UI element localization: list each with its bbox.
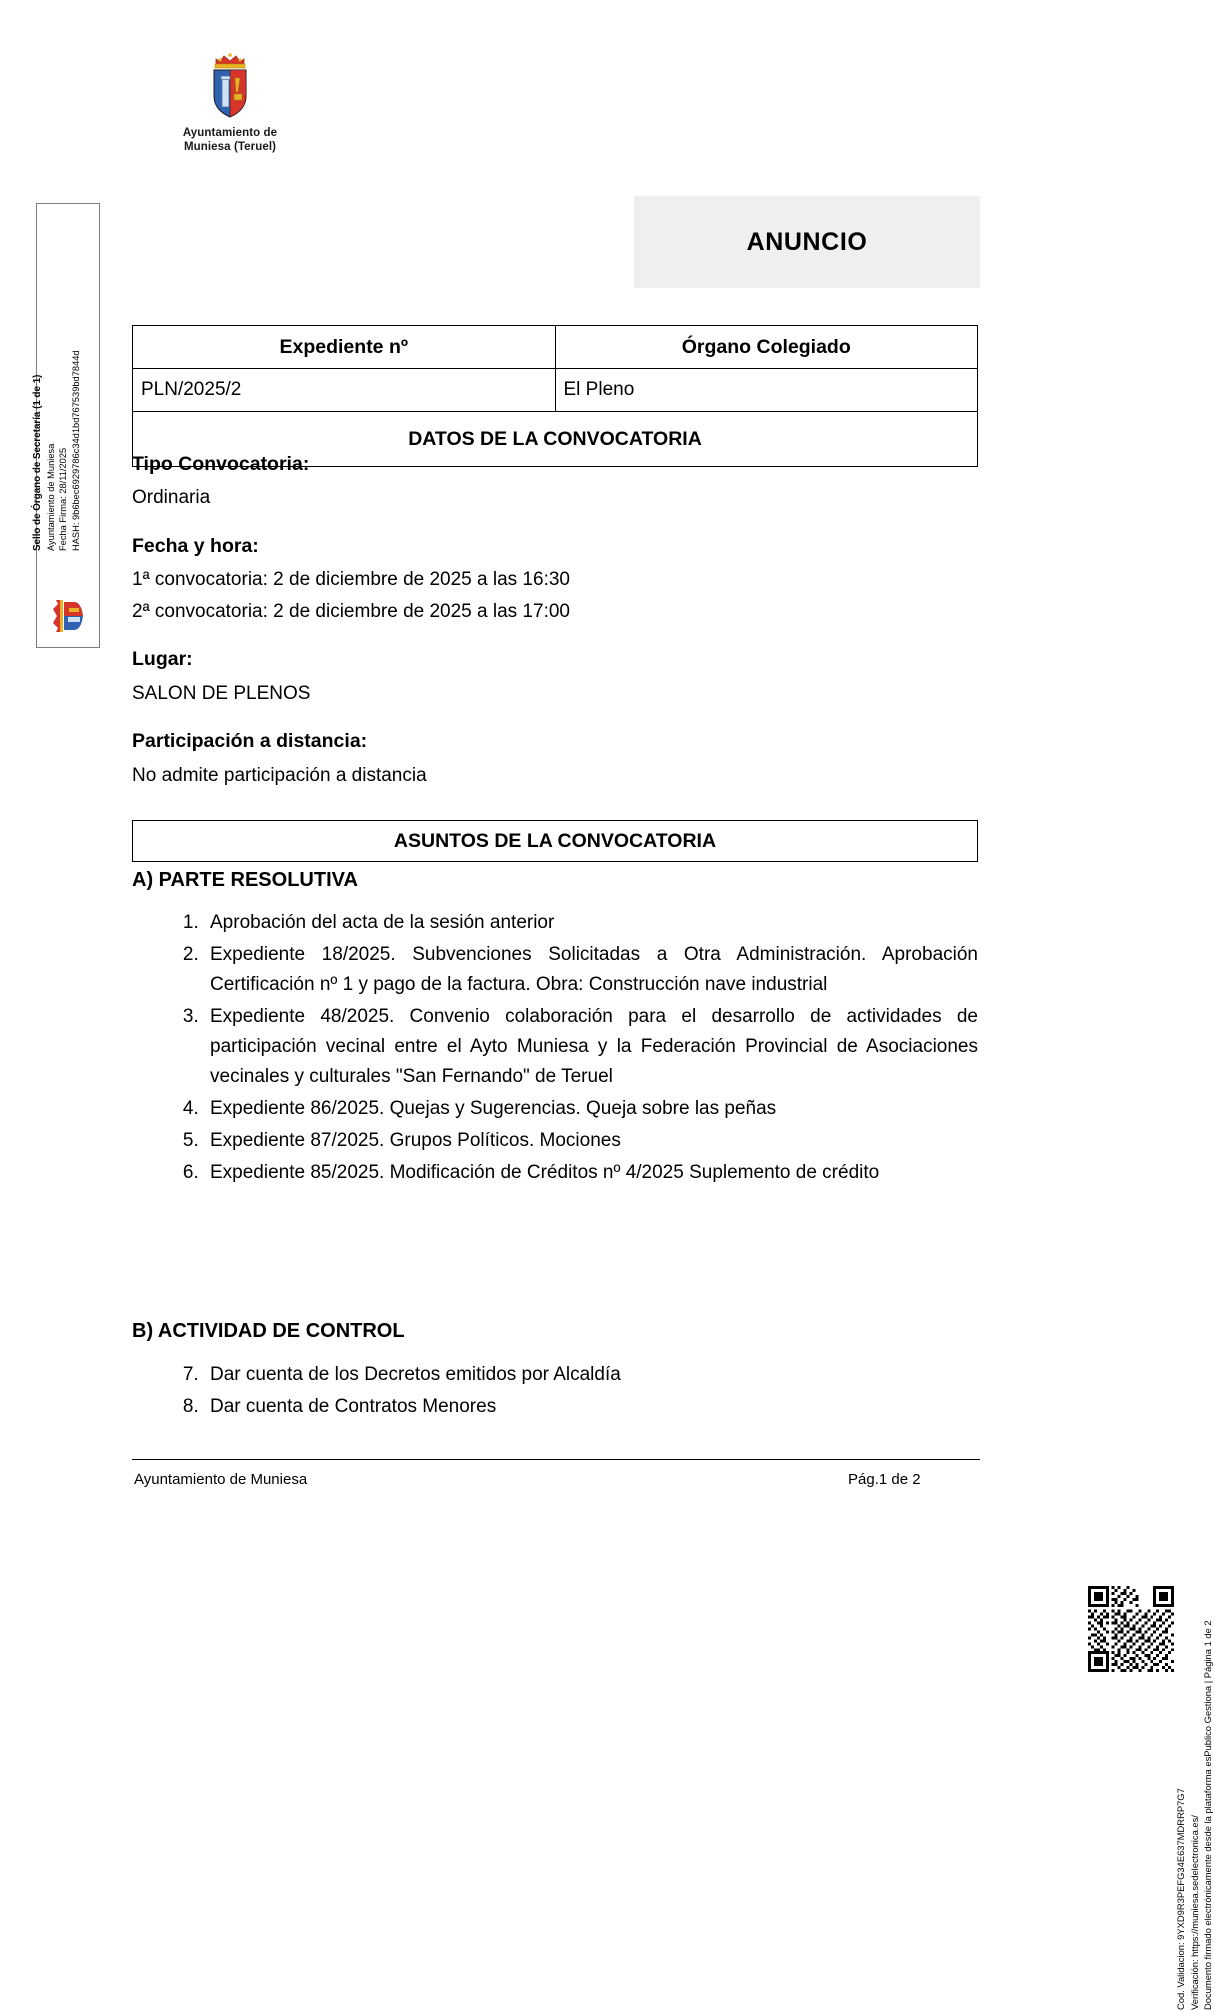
convocatoria-details xyxy=(132,452,978,811)
participacion-distancia-value: No admite participación a distancia xyxy=(132,764,427,786)
municipal-logo xyxy=(140,48,320,155)
agenda-item: 1. Aprobación del acta de la sesión anterior xyxy=(204,908,978,938)
logo-caption-line1: Ayuntamiento de xyxy=(182,127,278,139)
signature-stamp-text xyxy=(31,211,83,551)
fecha-primera-convocatoria: 1ª convocatoria: 2 de diciembre de 2025 a las 16:30 xyxy=(132,569,570,591)
agenda-item: 5. Expediente 87/2025. Grupos Políticos. Mociones xyxy=(204,1126,978,1156)
stamp-line-hash: HASH: 9b6bec6929786c34d1bd767539bd7844d xyxy=(71,350,82,551)
anuncio-banner xyxy=(634,196,980,288)
agenda-item: 6. Expediente 85/2025. Modificación de Créditos nº 4/2025 Suplemento de crédito xyxy=(204,1158,978,1188)
table-row xyxy=(133,369,978,412)
organo-header: Órgano Colegiado xyxy=(555,326,978,369)
validation-margin-text xyxy=(1174,1490,1215,2010)
footer-divider xyxy=(132,1459,980,1460)
fecha-segunda-convocatoria: 2ª convocatoria: 2 de diciembre de 2025 a las 17:00 xyxy=(132,600,570,622)
footer-entity: Ayuntamiento de Muniesa xyxy=(134,1471,308,1488)
signature-stamp-box xyxy=(32,203,100,648)
agenda-list-control xyxy=(132,1360,978,1424)
section-b-title: B) ACTIVIDAD DE CONTROL xyxy=(132,1320,405,1342)
section-a-title: A) PARTE RESOLUTIVA xyxy=(132,869,358,891)
stamp-line-organ: Sello de Órgano de Secretaría (1 de 1) xyxy=(32,374,43,551)
stamp-line-date: Fecha Firma: 28/11/2025 xyxy=(58,447,69,551)
agenda-item: 2. Expediente 18/2025. Subvenciones Solicitadas a Otra Administración. Aprobación Certificación nº 1 y pago de la factura. Obra: Construcción nave industrial xyxy=(204,940,978,1000)
fecha-hora-label: Fecha y hora: xyxy=(132,534,259,557)
tipo-convocatoria-value: Ordinaria xyxy=(132,487,211,509)
convocatoria-info-table xyxy=(132,325,978,467)
asuntos-convocatoria-bar xyxy=(132,820,978,862)
qr-code-icon xyxy=(1088,1586,1174,1672)
anuncio-title: ANUNCIO xyxy=(746,227,868,256)
footer-page-number: Pág.1 de 2 xyxy=(848,1471,921,1488)
tipo-convocatoria-label: Tipo Convocatoria: xyxy=(132,453,310,475)
agenda-item: 8. Dar cuenta de Contratos Menores xyxy=(204,1392,978,1422)
verification-url: Verificación: https://muniesa.sedelectronica.es/ xyxy=(1188,1815,1200,2010)
stamp-crest-icon xyxy=(50,594,84,638)
stamp-line-entity: Ayuntamiento de Muniesa xyxy=(45,443,56,551)
table-row xyxy=(133,326,978,369)
agenda-item: 4. Expediente 86/2025. Quejas y Sugerencias. Queja sobre las peñas xyxy=(204,1094,978,1124)
validation-code: Cod. Validacion: 9YXD9R3PEFG34E637MDRRP7G7 xyxy=(1175,1788,1186,2010)
agenda-list-resolutiva xyxy=(132,908,978,1190)
lugar-value: SALON DE PLENOS xyxy=(132,682,311,704)
asuntos-bar-title: ASUNTOS DE LA CONVOCATORIA xyxy=(393,829,717,852)
participacion-distancia-label: Participación a distancia: xyxy=(132,730,368,753)
logo-caption-line2: Muniesa (Teruel) xyxy=(183,141,277,154)
agenda-item: 7. Dar cuenta de los Decretos emitidos por Alcaldía xyxy=(204,1360,978,1390)
coat-of-arms-icon xyxy=(202,48,258,120)
expediente-header: Expediente nº xyxy=(133,326,556,369)
signature-platform-note: Documento firmado electrónicamente desde la plataforma esPublico Gestiona | Página 1 de 2 xyxy=(1202,1620,1214,2010)
organo-value: El Pleno xyxy=(555,369,978,412)
expediente-value: PLN/2025/2 xyxy=(133,369,556,412)
datos-convocatoria-header: DATOS DE LA CONVOCATORIA xyxy=(133,412,978,467)
lugar-label: Lugar: xyxy=(132,648,193,671)
agenda-item: 3. Expediente 48/2025. Convenio colaboración para el desarrollo de actividades de participación vecinal entre el Ayto Muniesa y la Federación Provincial de Asociaciones vecinales y culturales "San Fernando" de Teruel xyxy=(204,1002,978,1092)
